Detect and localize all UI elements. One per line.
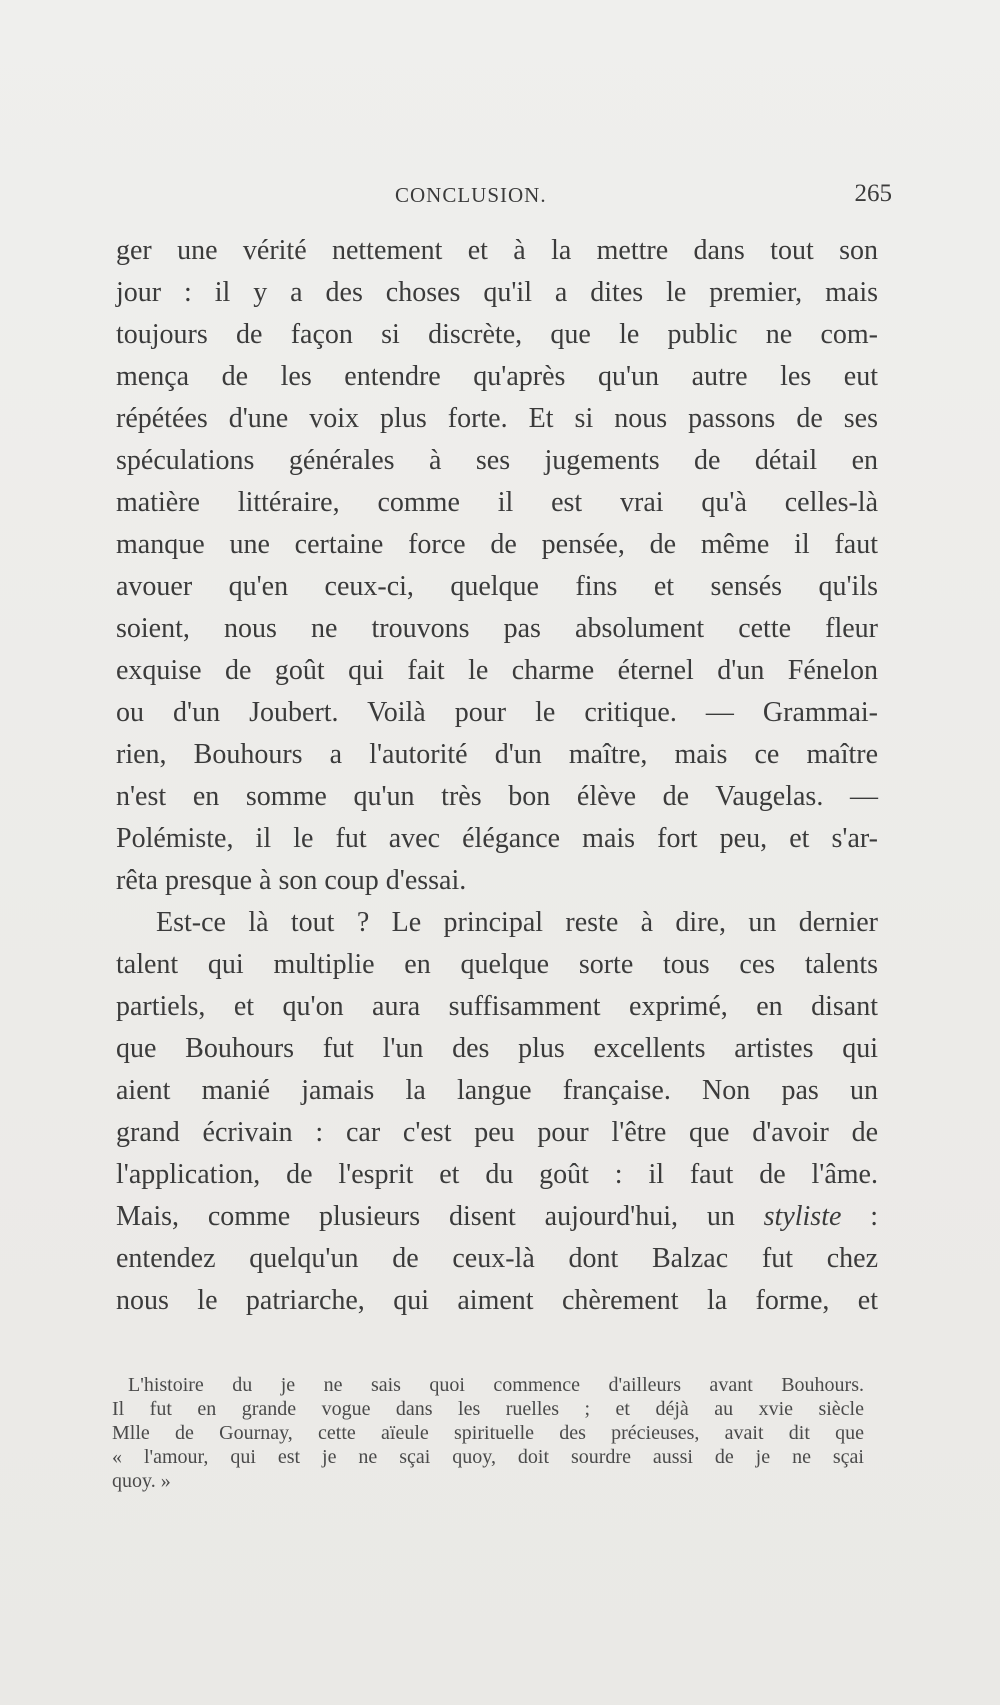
text-line: aient manié jamais la langue française. Non pas un [116,1075,878,1106]
text-line: avouer qu'en ceux-ci, quelque fins et sensés qu'ils [116,571,878,602]
text-line: répétées d'une voix plus forte. Et si nous passons de ses [116,403,878,434]
text-line: ger une vérité nettement et à la mettre dans tout son [116,235,878,266]
text-segment: : [841,1201,878,1232]
paragraph-end-line: rêta presque à son coup d'essai. [116,865,467,896]
text-line: Polémiste, il le fut avec élégance mais fort peu, et s'ar- [116,823,878,854]
text-line: n'est en somme qu'un très bon élève de Vaugelas. — [116,781,878,812]
footnote-line: « l'amour, qui est je ne sçai quoy, doit sourdre aussi de je ne sçai [112,1446,864,1468]
text-line: manque une certaine force de pensée, de même il faut [116,529,878,560]
page-number: 265 [854,180,892,207]
text-line: ou d'un Joubert. Voilà pour le critique. — Grammai- [116,697,878,728]
text-line: exquise de goût qui fait le charme éternel d'un Fénelon [116,655,878,686]
text-line: jour : il y a des choses qu'il a dites le premier, mais [116,277,878,308]
text-line: rien, Bouhours a l'autorité d'un maître, mais ce maître [116,739,878,770]
text-line: toujours de façon si discrète, que le public ne com- [116,319,878,350]
paragraph-start-line: Est-ce là tout ? Le principal reste à dire, un dernier [156,907,878,938]
text-line: l'application, de l'esprit et du goût : il faut de l'âme. [116,1159,878,1190]
running-head-title: CONCLUSION. [395,183,547,207]
footnote-line: quoy. » [112,1470,171,1492]
text-line: nous le patriarche, qui aiment chèrement la forme, et [116,1285,878,1316]
text-line-with-italic [116,1196,878,1238]
text-line: mença de les entendre qu'après qu'un autre les eut [116,361,878,392]
running-head [395,180,892,213]
main-text [116,230,878,1322]
text-line: talent qui multiplie en quelque sorte tous ces talents [116,949,878,980]
text-line: partiels, et qu'on aura suffisamment exprimé, en disant [116,991,878,1022]
text-line: grand écrivain : car c'est peu pour l'être que d'avoir de [116,1117,878,1148]
footnote [112,1373,864,1493]
text-line: matière littéraire, comme il est vrai qu'à celles-là [116,487,878,518]
text-line: spéculations générales à ses jugements de détail en [116,445,878,476]
text-line: que Bouhours fut l'un des plus excellents artistes qui [116,1033,878,1064]
text-line: entendez quelqu'un de ceux-là dont Balzac fut chez [116,1243,878,1274]
italic-word: styliste [763,1201,842,1232]
footnote-line: Il fut en grande vogue dans les ruelles ; et déjà au xvie siècle [112,1398,864,1420]
footnote-line: L'histoire du je ne sais quoi commence d'ailleurs avant Bouhours. [128,1374,864,1396]
text-line: soient, nous ne trouvons pas absolument cette fleur [116,613,878,644]
footnote-line: Mlle de Gournay, cette aïeule spirituelle des précieuses, avait dit que [112,1422,864,1444]
text-segment: Mais, comme plusieurs disent aujourd'hui, un [116,1201,764,1232]
